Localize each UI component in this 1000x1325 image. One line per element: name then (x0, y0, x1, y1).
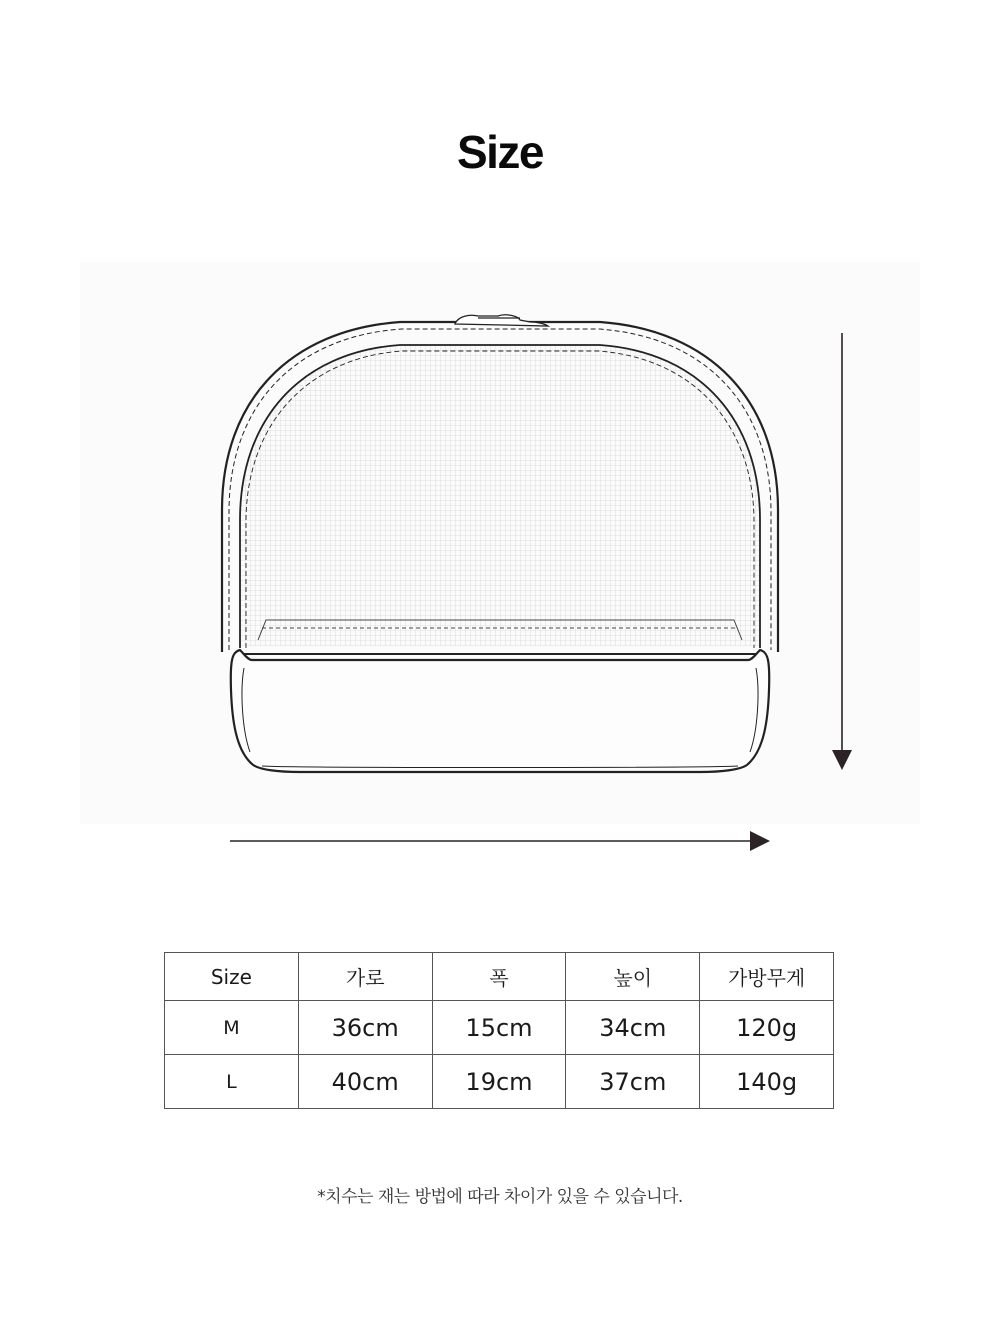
right-arrow-icon (750, 831, 770, 851)
header-height: 높이 (566, 953, 700, 1001)
table-header-row (165, 953, 834, 1001)
height-cell: 37cm (566, 1055, 700, 1109)
zipper-pull-icon (455, 315, 548, 326)
height-arrow (832, 333, 852, 770)
measurement-footnote: *치수는 재는 방법에 따라 차이가 있을 수 있습니다. (317, 1187, 683, 1207)
page-title: Size (456, 126, 544, 178)
down-arrow-icon (832, 750, 852, 770)
size-cell: L (165, 1055, 299, 1109)
depth-cell: 15cm (432, 1001, 566, 1055)
header-depth: 폭 (432, 953, 566, 1001)
size-cell: M (165, 1001, 299, 1055)
weight-cell: 120g (700, 1001, 834, 1055)
width-cell: 36cm (298, 1001, 432, 1055)
mesh-panel (230, 330, 770, 660)
width-cell: 40cm (298, 1055, 432, 1109)
pouch-base (231, 650, 769, 772)
table-row (165, 1055, 834, 1109)
width-arrow (230, 831, 770, 851)
header-size: Size (165, 953, 299, 1001)
size-table (164, 952, 834, 1109)
header-width: 가로 (298, 953, 432, 1001)
height-cell: 34cm (566, 1001, 700, 1055)
weight-cell: 140g (700, 1055, 834, 1109)
table-row (165, 1001, 834, 1055)
depth-cell: 19cm (432, 1055, 566, 1109)
header-weight: 가방무게 (700, 953, 834, 1001)
